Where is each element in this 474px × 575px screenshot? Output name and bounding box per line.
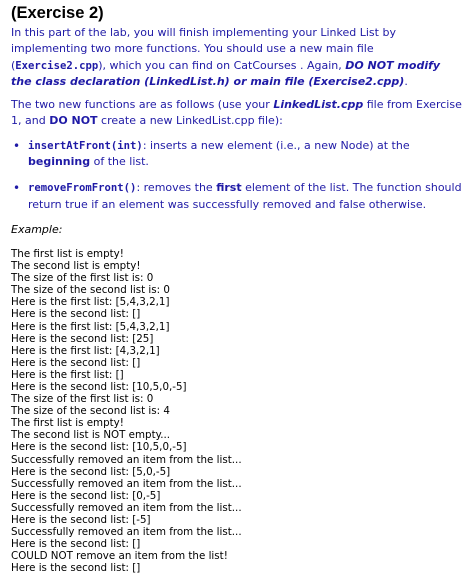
output-line: Here is the second list: [0,-5] <box>11 489 161 502</box>
output-line: Here is the second list: [] <box>11 562 141 575</box>
output-line: Here is the second list: [] <box>11 356 141 369</box>
function-description: : removes the <box>136 181 217 195</box>
output-line: The second list is NOT empty... <box>11 429 171 442</box>
intro-text-2: ), which you can find on CatCourses . Again, <box>98 58 346 72</box>
intro-warning: DO NOT modify the class declaration (LinkedList.h) or main file (Exercise2.cpp) <box>11 58 441 88</box>
output-line: Here is the second list: [5,0,-5] <box>11 465 171 478</box>
output-line: Successfully removed an item from the list... <box>11 501 242 514</box>
page-title: (Exercise 2) <box>11 4 104 22</box>
function-name: insertAtFront(int) <box>28 139 143 152</box>
intro-text-1: In this part of the lab, you will finish implementing your Linked List by implementing two more functions. You should use a new main file ( <box>11 26 396 72</box>
function-description-end: element of the list. The function should return true if an element was successfully removed and false otherwise. <box>28 181 462 211</box>
functions-intro-text-3: create a new LinkedList.cpp file): <box>97 114 283 128</box>
output-line: The size of the second list is: 0 <box>11 284 170 297</box>
function-emphasis: first <box>216 181 242 195</box>
output-line: Here is the second list: [10,5,0,-5] <box>11 441 187 454</box>
output-line: The size of the first list is: 0 <box>11 393 154 406</box>
functions-intro-text-1: The two new functions are as follows (use your <box>11 98 274 112</box>
function-description-end: of the list. <box>90 155 149 169</box>
functions-intro-file-name: LinkedList.cpp <box>273 98 364 112</box>
output-line: Here is the second list: [] <box>11 308 141 321</box>
intro-file-name: Exercise2.cpp <box>15 59 99 72</box>
intro-text-3: . <box>404 74 408 88</box>
function-list <box>11 138 464 213</box>
output-line: Here is the first list: [5,4,3,2,1] <box>11 296 170 309</box>
example-output <box>11 248 464 575</box>
bullet-icon: • <box>13 138 21 153</box>
output-line: Here is the first list: [4,3,2,1] <box>11 344 160 357</box>
function-emphasis: beginning <box>28 155 91 169</box>
output-line: Successfully removed an item from the list... <box>11 453 242 466</box>
output-line: Here is the second list: [10,5,0,-5] <box>11 381 187 393</box>
output-line: Successfully removed an item from the list... <box>11 477 242 490</box>
output-line: Here is the first list: [5,4,3,2,1] <box>11 320 170 333</box>
list-item <box>11 138 464 171</box>
output-line: The second list is empty! <box>11 260 141 273</box>
output-line: The size of the second list is: 4 <box>11 405 170 418</box>
function-description: : inserts a new element (i.e., a new Node) at the <box>142 138 410 152</box>
output-line: Here is the first list: [] <box>11 368 124 381</box>
output-line: Here is the second list: [-5] <box>11 514 151 527</box>
example-label: Example: <box>11 222 63 236</box>
functions-intro-paragraph <box>11 97 464 130</box>
list-item <box>11 180 464 213</box>
output-line: Successfully removed an item from the list... <box>11 526 242 539</box>
output-line: Here is the second list: [] <box>11 538 141 551</box>
functions-intro-text-2: file from Exercise 1, and <box>11 98 462 128</box>
output-line: The size of the first list is: 0 <box>11 272 154 285</box>
output-line: Here is the second list: [25] <box>11 332 154 345</box>
function-name: removeFromFront() <box>28 182 137 195</box>
functions-intro-donot: DO NOT <box>49 114 98 128</box>
output-line: The first list is empty! <box>11 247 124 260</box>
bullet-icon: • <box>13 181 21 196</box>
output-line: The first list is empty! <box>11 417 124 430</box>
output-line: COULD NOT remove an item from the list! <box>11 550 228 563</box>
intro-paragraph <box>11 25 464 90</box>
